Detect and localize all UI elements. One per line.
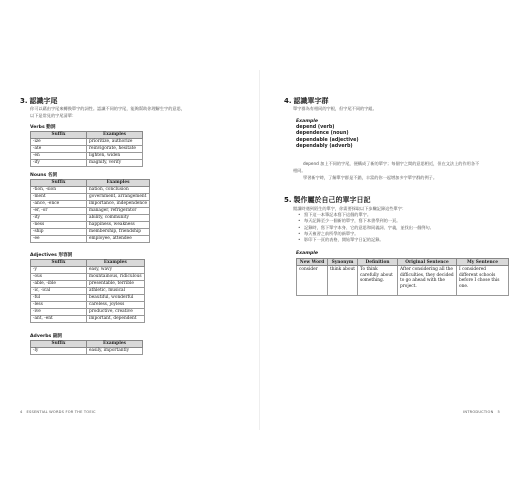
section-4-intro: 單字群為有相同的字根，但字尾不同的字組。 (293, 106, 377, 111)
table-row (31, 235, 150, 242)
table-row (31, 138, 143, 145)
my-sentence-cell: I considered different schools before I chose this one. (457, 266, 509, 296)
examples-cell: productive, creative (87, 308, 145, 315)
book-title: ESSENTIAL WORDS FOR THE TOEIC (26, 410, 96, 414)
table-row (31, 145, 143, 152)
section-5-example-label: Example (296, 251, 318, 256)
original-sentence-cell: After considering all the difficulties, they decided to go ahead with the project. (398, 266, 457, 296)
examples-cell: easily, importantly (87, 347, 143, 354)
examples-cell: beautiful, wonderful (87, 294, 145, 301)
suffix-header: Suffix (31, 341, 87, 348)
table-row (31, 221, 150, 228)
paragraph-line: 學習新字時，了解單字群是不錯，丰富的你一起增加多字單字群的例子。 (303, 175, 438, 180)
paragraph-line: depend 加上不同的字尾，便構成了新的單字；每個字之間的意思相近，但在文法上的作用各不 (303, 161, 480, 166)
definition-header: Definition (358, 259, 398, 266)
examples-header: Examples (87, 341, 143, 348)
suffix-cell: -able, -ible (31, 280, 87, 287)
adjectives-suffix-table (30, 259, 145, 323)
examples-cell: prioritize, authorize (87, 138, 143, 145)
examples-header: Examples (87, 260, 145, 267)
suffix-cell: -ant, -ent (31, 315, 87, 322)
suffix-cell: -ance, -ence (31, 200, 87, 207)
table-row (31, 159, 143, 166)
suffix-cell: -ity (31, 214, 87, 221)
suffix-cell: -less (31, 301, 87, 308)
suffix-cell: -ship (31, 228, 87, 235)
table-row (31, 301, 145, 308)
table-row (31, 193, 150, 200)
table-row (31, 200, 150, 207)
suffix-cell: -er, -or (31, 207, 87, 214)
intro-line: 以下是常見的字尾清單： (30, 113, 77, 118)
my-sentence-header: My Sentence (457, 259, 509, 266)
table-row (31, 315, 145, 322)
examples-cell: reinvigorate, hesitate (87, 145, 143, 152)
examples-cell: important, dependent (87, 315, 145, 322)
word-family-list (296, 125, 359, 151)
table-row (31, 266, 145, 273)
examples-cell: employee, attendee (87, 235, 150, 242)
suffix-cell: -ness (31, 221, 87, 228)
synonym-header: Synonym (328, 259, 358, 266)
suffix-cell: -tion, -sion (31, 186, 87, 193)
left-footer (20, 410, 96, 414)
vocabulary-diary-table (296, 258, 509, 296)
examples-cell: nation, conclusion (87, 186, 150, 193)
section-4-title: 認識單字群 (293, 97, 329, 105)
section-5-steps (298, 212, 434, 243)
section-3-number: 3. (20, 97, 28, 105)
section-4-example-label: Example (296, 119, 318, 124)
table-row (31, 228, 150, 235)
section-5-heading (284, 195, 371, 205)
examples-cell: careless, joyless (87, 301, 145, 308)
step-item: • 寫下這一本筆記本寫下這個的單字。 (298, 212, 434, 218)
word-family-item: dependable (adjective) (296, 137, 359, 143)
examples-cell: government, arrangement (87, 193, 150, 200)
suffix-cell: -y (31, 266, 87, 273)
table-row (31, 273, 145, 280)
examples-cell: magnify, verify (87, 159, 143, 166)
right-footer (463, 410, 500, 414)
table-row (31, 287, 145, 294)
definition-cell: To think carefully about something. (358, 266, 398, 296)
table-header-row (297, 259, 509, 266)
suffix-cell: -ful (31, 294, 87, 301)
section-4-number: 4. (284, 97, 292, 105)
examples-cell: easy, wavy (87, 266, 145, 273)
suffix-cell: -ive (31, 308, 87, 315)
table-row (31, 347, 143, 354)
table-row (31, 207, 150, 214)
table-row (31, 152, 143, 159)
nouns-suffix-table (30, 179, 150, 243)
verbs-label: Verbs 動詞 (30, 125, 56, 130)
new-word-header: New Word (297, 259, 328, 266)
table-row (31, 308, 145, 315)
examples-header: Examples (87, 132, 143, 139)
suffix-header: Suffix (31, 180, 87, 187)
section-5-number: 5. (284, 196, 292, 204)
suffix-cell: -ate (31, 145, 87, 152)
step-item: • 每天複習之前所學的新單字。 (298, 231, 434, 237)
examples-cell: presentable, terrible (87, 280, 145, 287)
verbs-suffix-table (30, 131, 143, 167)
intro-line: 你可以藉由字尾來轉換單字的詞性。認識不同的字尾，能夠幫助你理解生字的意思， (30, 106, 185, 111)
section-3-title: 認識字尾 (29, 97, 58, 105)
examples-cell: mountainous, ridiculous (87, 273, 145, 280)
suffix-cell: -ic, -ical (31, 287, 87, 294)
examples-cell: happiness, weakness (87, 221, 150, 228)
section-3-intro (30, 105, 185, 119)
table-row (31, 294, 145, 301)
suffix-cell: -ly (31, 347, 87, 354)
examples-cell: membership, friendship (87, 228, 150, 235)
examples-cell: importance, independence (87, 200, 150, 207)
step-item: • 每天記錄至少一個新的單字，寫下本書學到的一頁。 (298, 218, 434, 224)
suffix-cell: -ous (31, 273, 87, 280)
suffix-cell: -ize (31, 138, 87, 145)
suffix-cell: -en (31, 152, 87, 159)
step-item: • 影印下一頁的表格，開始單字日記的記錄。 (298, 237, 434, 243)
word-family-item: dependence (noun) (296, 131, 349, 137)
original-sentence-header: Original Sentence (398, 259, 457, 266)
section-5-title: 製作屬於自己的單字日記 (293, 196, 371, 204)
word-family-item: depend (verb) (296, 125, 335, 130)
step-item: • 記錄時，寫下單字本身、它的意思和同義詞、字義，並找出一個例句。 (298, 225, 434, 231)
suffix-header: Suffix (31, 260, 87, 267)
suffix-cell: -ee (31, 235, 87, 242)
examples-cell: athletic, musical (87, 287, 145, 294)
table-row (31, 186, 150, 193)
examples-cell: ability, community (87, 214, 150, 221)
adjectives-label: Adjectives 形容詞 (30, 253, 73, 258)
section-title: INTRODUCTION (463, 410, 494, 414)
section-4-paragraph (293, 160, 479, 181)
paragraph-line: 相同。 (293, 168, 306, 173)
suffix-cell: -ify (31, 159, 87, 166)
examples-cell: manager, refrigerator (87, 207, 150, 214)
table-row (31, 280, 145, 287)
right-page (260, 0, 520, 500)
examples-cell: lighten, widen (87, 152, 143, 159)
adverbs-suffix-table (30, 340, 143, 355)
table-row (297, 266, 509, 296)
suffix-cell: -ment (31, 193, 87, 200)
section-5-intro: 閱讀時遇到陌生的單字，你需要採取以下步驟記錄這些單字： (293, 206, 407, 211)
page-number: 5 (497, 410, 500, 414)
page-number: 4 (20, 410, 23, 414)
synonym-cell: think about (328, 266, 358, 296)
word-family-item: dependably (adverb) (296, 144, 353, 150)
examples-header: Examples (87, 180, 150, 187)
adverbs-label: Adverbs 副詞 (30, 334, 63, 339)
table-row (31, 214, 150, 221)
nouns-label: Nouns 名詞 (30, 173, 58, 178)
suffix-header: Suffix (31, 132, 87, 139)
new-word-cell: consider (297, 266, 328, 296)
